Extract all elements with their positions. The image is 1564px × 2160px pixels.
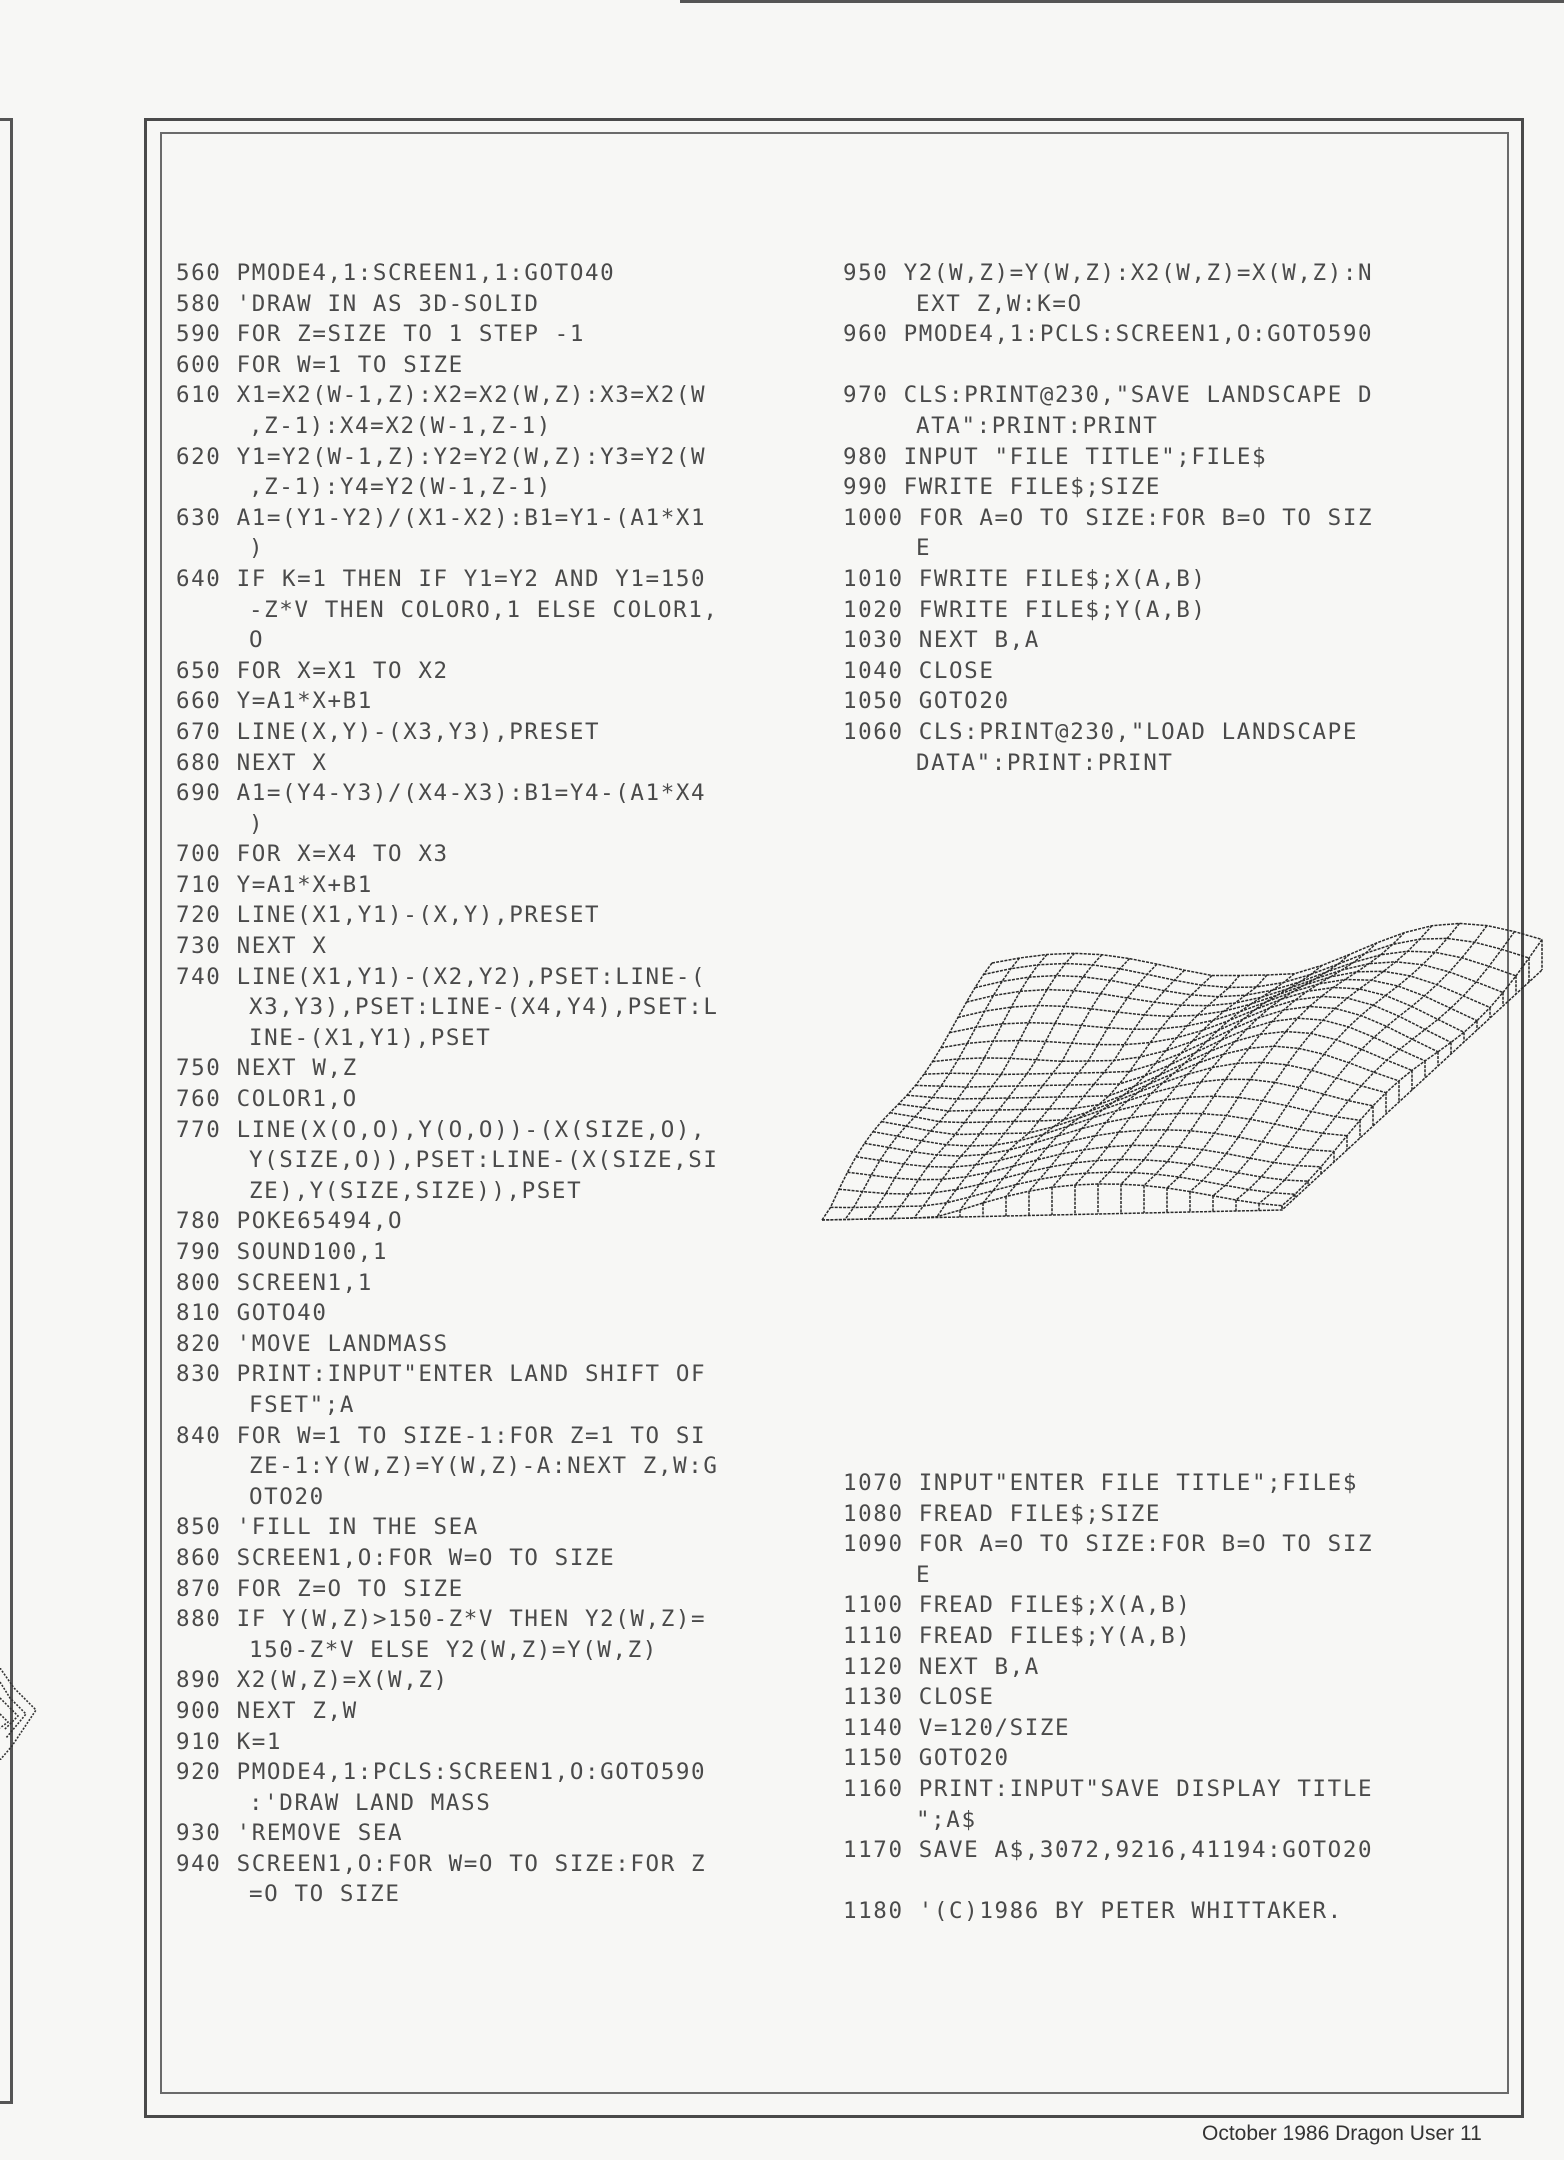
- code-line-990: [843, 472, 1373, 503]
- code-line-840: [176, 1421, 719, 1452]
- line-number: 700: [176, 841, 222, 868]
- code-line-580: [176, 289, 719, 320]
- code-statement: NEXT B,A: [903, 1653, 1040, 1680]
- code-line-continuation: OTO20: [249, 1483, 325, 1510]
- code-line-1130: [843, 1682, 1373, 1713]
- code-statement: IF K=1 THEN IF Y1=Y2 AND Y1=150: [221, 565, 707, 592]
- adjacent-page-frame: [0, 118, 13, 2104]
- code-statement: FOR A=O TO SIZE:FOR B=O TO SIZ: [903, 1531, 1374, 1558]
- line-number: 890: [176, 1667, 222, 1694]
- line-number: 900: [176, 1697, 222, 1724]
- code-line-820: [176, 1329, 719, 1360]
- code-statement: GOTO20: [903, 688, 1010, 715]
- code-line-1100: [843, 1590, 1373, 1621]
- code-line-continuation: FSET";A: [249, 1391, 356, 1418]
- line-number: 860: [176, 1544, 222, 1571]
- code-statement: FREAD FILE$;Y(A,B): [903, 1622, 1192, 1649]
- code-statement: X1=X2(W-1,Z):X2=X2(W,Z):X3=X2(W: [221, 382, 707, 409]
- code-line-1140: [843, 1713, 1373, 1744]
- line-number: 1020: [843, 596, 904, 623]
- code-line-1170: [843, 1835, 1373, 1866]
- code-statement: SCREEN1,O:FOR W=O TO SIZE:FOR Z: [221, 1850, 707, 1877]
- code-statement: POKE65494,O: [221, 1208, 404, 1235]
- line-number: 1080: [843, 1500, 904, 1527]
- code-line-590: [176, 319, 719, 350]
- code-statement: FOR X=X4 TO X3: [221, 841, 449, 868]
- code-statement: 'FILL IN THE SEA: [221, 1514, 479, 1541]
- line-number: 1050: [843, 688, 904, 715]
- blank-line: [843, 1866, 1373, 1897]
- code-line-1010: [843, 564, 1373, 595]
- code-line-1070: [843, 1468, 1373, 1499]
- code-statement: CLS:PRINT@230,"LOAD LANDSCAPE: [903, 718, 1358, 745]
- code-statement: GOTO40: [221, 1300, 328, 1327]
- line-number: 790: [176, 1239, 222, 1265]
- line-number: 960: [843, 321, 889, 348]
- line-number: 910: [176, 1728, 222, 1755]
- code-line-continuation: X3,Y3),PSET:LINE-(X4,Y4),PSET:L: [249, 994, 719, 1021]
- line-number: 640: [176, 565, 222, 592]
- code-statement: PRINT:INPUT"ENTER LAND SHIFT OF: [221, 1361, 707, 1388]
- code-statement: X2(W,Z)=X(W,Z): [221, 1667, 449, 1694]
- code-line-620: [176, 442, 719, 473]
- line-number: 1160: [843, 1775, 904, 1802]
- line-number: 620: [176, 443, 222, 470]
- line-number: 1130: [843, 1684, 904, 1711]
- code-line-680: [176, 748, 719, 779]
- code-statement: INPUT"ENTER FILE TITLE";FILE$: [903, 1470, 1358, 1496]
- adjacent-page-wireframe-fragment: [0, 1668, 38, 1760]
- code-statement: INPUT "FILE TITLE";FILE$: [888, 443, 1268, 470]
- code-statement: 'REMOVE SEA: [221, 1820, 404, 1847]
- code-statement: PRINT:INPUT"SAVE DISPLAY TITLE: [903, 1775, 1374, 1802]
- code-statement: NEXT X: [221, 749, 328, 776]
- code-line-continuation: ,Z-1):Y4=Y2(W-1,Z-1): [249, 474, 552, 501]
- code-line-800: [176, 1268, 719, 1299]
- line-number: 600: [176, 351, 222, 378]
- code-statement: PMODE4,1:PCLS:SCREEN1,O:GOTO590: [888, 321, 1374, 348]
- line-number: 740: [176, 963, 222, 990]
- line-number: 780: [176, 1208, 222, 1235]
- blank-line: [843, 350, 1373, 381]
- code-line-1120: [843, 1652, 1373, 1683]
- code-line-1180: [843, 1896, 1373, 1927]
- code-statement: Y=A1*X+B1: [221, 688, 373, 715]
- code-line-750: [176, 1053, 719, 1084]
- line-number: 660: [176, 688, 222, 715]
- code-line-770: [176, 1115, 719, 1146]
- line-number: 950: [843, 260, 889, 286]
- line-number: 1170: [843, 1837, 904, 1864]
- code-line-650: [176, 656, 719, 687]
- code-statement: FOR W=1 TO SIZE: [221, 351, 464, 378]
- code-statement: CLS:PRINT@230,"SAVE LANDSCAPE D: [888, 382, 1374, 409]
- line-number: 1070: [843, 1470, 904, 1496]
- code-line-710: [176, 870, 719, 901]
- code-line-890: [176, 1665, 719, 1696]
- code-statement: FREAD FILE$;SIZE: [903, 1500, 1162, 1527]
- code-line-740: [176, 962, 719, 993]
- code-statement: FOR X=X1 TO X2: [221, 657, 449, 684]
- code-line-continuation: -Z*V THEN COLORO,1 ELSE COLOR1,: [249, 596, 719, 623]
- line-number: 980: [843, 443, 889, 470]
- line-number: 1150: [843, 1745, 904, 1772]
- code-line-continuation: ): [249, 535, 265, 562]
- code-line-1080: [843, 1499, 1373, 1530]
- line-number: 1010: [843, 565, 904, 592]
- code-statement: LINE(X1,Y1)-(X,Y),PRESET: [221, 902, 601, 929]
- code-line-continuation: ZE-1:Y(W,Z)=Y(W,Z)-A:NEXT Z,W:G: [249, 1453, 719, 1480]
- code-statement: SAVE A$,3072,9216,41194:GOTO20: [903, 1837, 1374, 1864]
- line-number: 820: [176, 1330, 222, 1357]
- code-statement: FWRITE FILE$;X(A,B): [903, 565, 1207, 592]
- code-statement: COLOR1,O: [221, 1086, 358, 1113]
- code-statement: FREAD FILE$;X(A,B): [903, 1592, 1192, 1619]
- code-line-930: [176, 1818, 719, 1849]
- line-number: 800: [176, 1269, 222, 1296]
- code-line-600: [176, 350, 719, 381]
- line-number: 850: [176, 1514, 222, 1541]
- code-statement: 'DRAW IN AS 3D-SOLID: [221, 290, 540, 317]
- line-number: 1060: [843, 718, 904, 745]
- code-statement: FOR W=1 TO SIZE-1:FOR Z=1 TO SI: [221, 1422, 707, 1449]
- code-line-560: [176, 258, 719, 289]
- code-line-950: [843, 258, 1373, 289]
- line-number: 720: [176, 902, 222, 929]
- line-number: 690: [176, 780, 222, 807]
- line-number: 810: [176, 1300, 222, 1327]
- line-number: 590: [176, 321, 222, 348]
- code-statement: Y2(W,Z)=Y(W,Z):X2(W,Z)=X(W,Z):N: [888, 260, 1374, 286]
- code-line-continuation: INE-(X1,Y1),PSET: [249, 1024, 492, 1051]
- line-number: 920: [176, 1759, 222, 1786]
- code-statement: LINE(X(O,O),Y(O,O))-(X(SIZE,O),: [221, 1116, 707, 1143]
- line-number: 760: [176, 1086, 222, 1113]
- code-line-910: [176, 1727, 719, 1758]
- code-line-850: [176, 1512, 719, 1543]
- code-line-660: [176, 686, 719, 717]
- line-number: 940: [176, 1850, 222, 1877]
- code-line-1150: [843, 1743, 1373, 1774]
- code-line-900: [176, 1696, 719, 1727]
- line-number: 610: [176, 382, 222, 409]
- code-statement: A1=(Y4-Y3)/(X4-X3):B1=Y4-(A1*X4: [221, 780, 707, 807]
- code-line-880: [176, 1604, 719, 1635]
- line-number: 1110: [843, 1622, 904, 1649]
- code-statement: Y=A1*X+B1: [221, 871, 373, 898]
- line-number: 880: [176, 1606, 222, 1633]
- line-number: 670: [176, 718, 222, 745]
- code-statement: NEXT Z,W: [221, 1697, 358, 1724]
- code-line-920: [176, 1757, 719, 1788]
- landscape-wireframe-illustration: [812, 920, 1552, 1320]
- line-number: 560: [176, 260, 222, 286]
- code-line-690: [176, 778, 719, 809]
- code-statement: FWRITE FILE$;SIZE: [888, 474, 1162, 501]
- code-statement: PMODE4,1:SCREEN1,1:GOTO40: [221, 260, 616, 286]
- code-line-continuation: ,Z-1):X4=X2(W-1,Z-1): [249, 412, 552, 439]
- code-line-continuation: O: [249, 627, 265, 654]
- code-line-760: [176, 1084, 719, 1115]
- code-statement: NEXT W,Z: [221, 1055, 358, 1082]
- code-statement: IF Y(W,Z)>150-Z*V THEN Y2(W,Z)=: [221, 1606, 707, 1633]
- code-statement: CLOSE: [903, 657, 995, 684]
- code-statement: '(C)1986 BY PETER WHITTAKER.: [903, 1898, 1343, 1925]
- code-line-630: [176, 503, 719, 534]
- line-number: 630: [176, 504, 222, 531]
- code-statement: FOR Z=O TO SIZE: [221, 1575, 464, 1602]
- code-listing-right-column-top: [843, 258, 1373, 778]
- code-line-continuation: =O TO SIZE: [249, 1881, 401, 1908]
- code-statement: LINE(X1,Y1)-(X2,Y2),PSET:LINE-(: [221, 963, 707, 990]
- line-number: 770: [176, 1116, 222, 1143]
- code-line-780: [176, 1206, 719, 1237]
- code-line-810: [176, 1298, 719, 1329]
- code-line-continuation: Y(SIZE,O)),PSET:LINE-(X(SIZE,SI: [249, 1147, 719, 1174]
- code-line-continuation: DATA":PRINT:PRINT: [916, 749, 1174, 776]
- code-line-1000: [843, 503, 1373, 534]
- line-number: 990: [843, 474, 889, 501]
- code-listing-left-column: [176, 258, 719, 1910]
- code-statement: K=1: [221, 1728, 283, 1755]
- line-number: 840: [176, 1422, 222, 1449]
- page-top-edge: [680, 0, 1564, 3]
- code-statement: PMODE4,1:PCLS:SCREEN1,O:GOTO590: [221, 1759, 707, 1786]
- code-line-continuation: E: [916, 1561, 932, 1588]
- code-listing-right-column-bottom: [843, 1468, 1373, 1927]
- line-number: 730: [176, 933, 222, 960]
- code-line-continuation: :'DRAW LAND MASS: [249, 1789, 492, 1816]
- code-line-730: [176, 931, 719, 962]
- code-statement: Y1=Y2(W-1,Z):Y2=Y2(W,Z):Y3=Y2(W: [221, 443, 707, 470]
- line-number: 710: [176, 871, 222, 898]
- code-line-830: [176, 1359, 719, 1390]
- code-statement: SCREEN1,1: [221, 1269, 373, 1296]
- code-line-1040: [843, 656, 1373, 687]
- code-line-continuation: 150-Z*V ELSE Y2(W,Z)=Y(W,Z): [249, 1636, 658, 1663]
- code-line-1030: [843, 625, 1373, 656]
- code-statement: CLOSE: [903, 1684, 995, 1711]
- code-line-1160: [843, 1774, 1373, 1805]
- code-line-940: [176, 1849, 719, 1880]
- code-line-640: [176, 564, 719, 595]
- line-number: 650: [176, 657, 222, 684]
- line-number: 1100: [843, 1592, 904, 1619]
- code-line-700: [176, 839, 719, 870]
- code-line-1060: [843, 717, 1373, 748]
- code-statement: 'MOVE LANDMASS: [221, 1330, 449, 1357]
- code-statement: FOR Z=SIZE TO 1 STEP -1: [221, 321, 585, 348]
- line-number: 580: [176, 290, 222, 317]
- line-number: 1040: [843, 657, 904, 684]
- code-line-continuation: E: [916, 535, 932, 562]
- line-number: 870: [176, 1575, 222, 1602]
- code-line-960: [843, 319, 1373, 350]
- code-line-continuation: ): [249, 810, 265, 837]
- line-number: 970: [843, 382, 889, 409]
- code-statement: V=120/SIZE: [903, 1714, 1071, 1741]
- code-line-continuation: ZE),Y(SIZE,SIZE)),PSET: [249, 1177, 583, 1204]
- code-line-670: [176, 717, 719, 748]
- code-line-1110: [843, 1621, 1373, 1652]
- line-number: 1140: [843, 1714, 904, 1741]
- code-line-1050: [843, 686, 1373, 717]
- code-line-continuation: ";A$: [916, 1806, 977, 1833]
- code-statement: FWRITE FILE$;Y(A,B): [903, 596, 1207, 623]
- line-number: 680: [176, 749, 222, 776]
- code-line-1090: [843, 1529, 1373, 1560]
- code-line-860: [176, 1543, 719, 1574]
- code-statement: FOR A=O TO SIZE:FOR B=O TO SIZ: [903, 504, 1374, 531]
- code-statement: SOUND100,1: [221, 1239, 389, 1265]
- code-statement: SCREEN1,O:FOR W=O TO SIZE: [221, 1544, 616, 1571]
- code-line-870: [176, 1574, 719, 1605]
- code-line-1020: [843, 595, 1373, 626]
- code-line-980: [843, 442, 1373, 473]
- line-number: 930: [176, 1820, 222, 1847]
- code-line-970: [843, 380, 1373, 411]
- code-statement: LINE(X,Y)-(X3,Y3),PRESET: [221, 718, 601, 745]
- line-number: 750: [176, 1055, 222, 1082]
- line-number: 1180: [843, 1898, 904, 1925]
- code-statement: A1=(Y1-Y2)/(X1-X2):B1=Y1-(A1*X1: [221, 504, 707, 531]
- line-number: 1030: [843, 627, 904, 654]
- code-statement: GOTO20: [903, 1745, 1010, 1772]
- page-footer: October 1986 Dragon User 11: [1202, 2122, 1482, 2145]
- code-line-continuation: EXT Z,W:K=O: [916, 290, 1083, 317]
- code-line-720: [176, 900, 719, 931]
- code-statement: NEXT X: [221, 933, 328, 960]
- line-number: 1000: [843, 504, 904, 531]
- code-line-continuation: ATA":PRINT:PRINT: [916, 412, 1159, 439]
- code-line-610: [176, 380, 719, 411]
- line-number: 830: [176, 1361, 222, 1388]
- line-number: 1120: [843, 1653, 904, 1680]
- line-number: 1090: [843, 1531, 904, 1558]
- code-statement: NEXT B,A: [903, 627, 1040, 654]
- code-line-790: [176, 1237, 719, 1268]
